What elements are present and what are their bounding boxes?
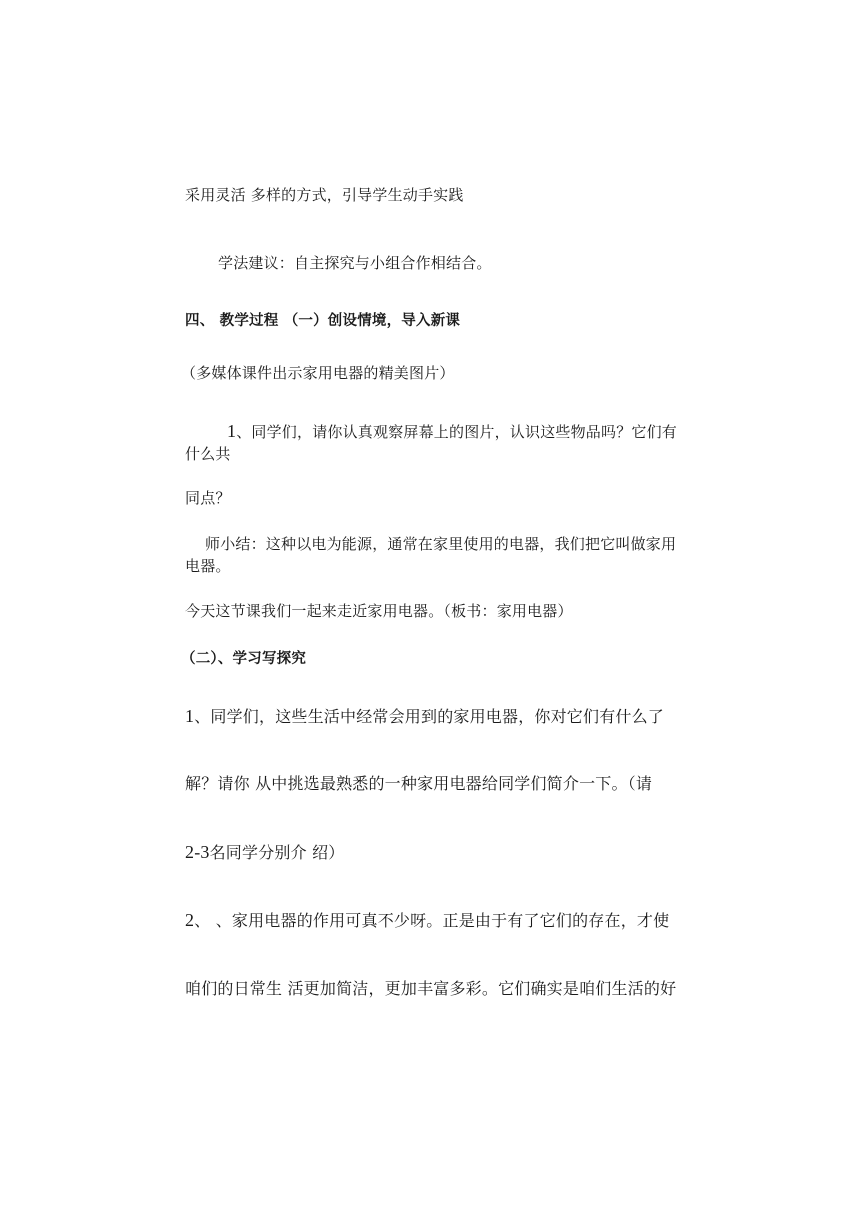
paragraph-today-lesson <box>185 600 685 622</box>
text-span: 、同学们，这些生活中经常会用到的家用电器，你对它们有什么了 <box>194 707 665 726</box>
paragraph-study-advice <box>218 252 718 274</box>
text-span: （多媒体课件出示家用电器的精美图片） <box>181 364 455 382</box>
text-span: 师小结：这种以电为能源，通常在家里使用的电器，我们把它叫做家用电器。 <box>185 535 677 575</box>
paragraph-question-1 <box>185 420 685 465</box>
text-span: 同点？ <box>185 489 231 507</box>
text-span: 、 、家用电器的作用可真不少呀。正是由于有了它们的存在，才使 <box>194 911 670 930</box>
list-number: 2 <box>185 910 195 930</box>
paragraph-step-2-line-2 <box>185 978 685 1000</box>
paragraph-question-1-end <box>185 487 685 509</box>
list-number: 1 <box>227 421 237 441</box>
text-span: 咱们的日常生 活更加简洁，更加丰富多彩。它们确实是咱们生活的好 <box>185 979 677 998</box>
number-range: 2-3 <box>185 842 210 862</box>
paragraph-step-1-line-1 <box>185 705 685 728</box>
paragraph-step-1-line-2 <box>185 773 685 795</box>
text-span: 采用灵活 多样的方式，引导学生动手实践 <box>185 186 464 204</box>
paragraph-method-line <box>185 184 685 206</box>
text-span: 学法建议：自主探究与小组合作相结合。 <box>218 254 492 272</box>
section-heading-study-explore <box>181 648 681 670</box>
text-span: 解？请你 从中挑选最熟悉的一种家用电器给同学们简介一下。（请 <box>185 774 653 793</box>
paragraph-multimedia-note <box>181 362 681 384</box>
text-span: 今天这节课我们一起来走近家用电器。（板书：家用电器） <box>185 602 573 620</box>
paragraph-teacher-summary <box>185 533 685 577</box>
section-heading-teaching-process <box>185 310 685 332</box>
text-span: （二）、学习写探究 <box>181 651 307 667</box>
paragraph-step-1-line-3 <box>185 841 685 864</box>
text-span: 名同学分别介 绍） <box>209 843 345 862</box>
list-number: 1 <box>185 706 195 726</box>
text-span: 、同学们，请你认真观察屏幕上的图片，认识这些物品吗？它们有什么共 <box>185 423 678 463</box>
text-span: 四、 教学过程 （一）创设情境，导入新课 <box>185 313 461 329</box>
paragraph-step-2-line-1 <box>185 909 685 932</box>
